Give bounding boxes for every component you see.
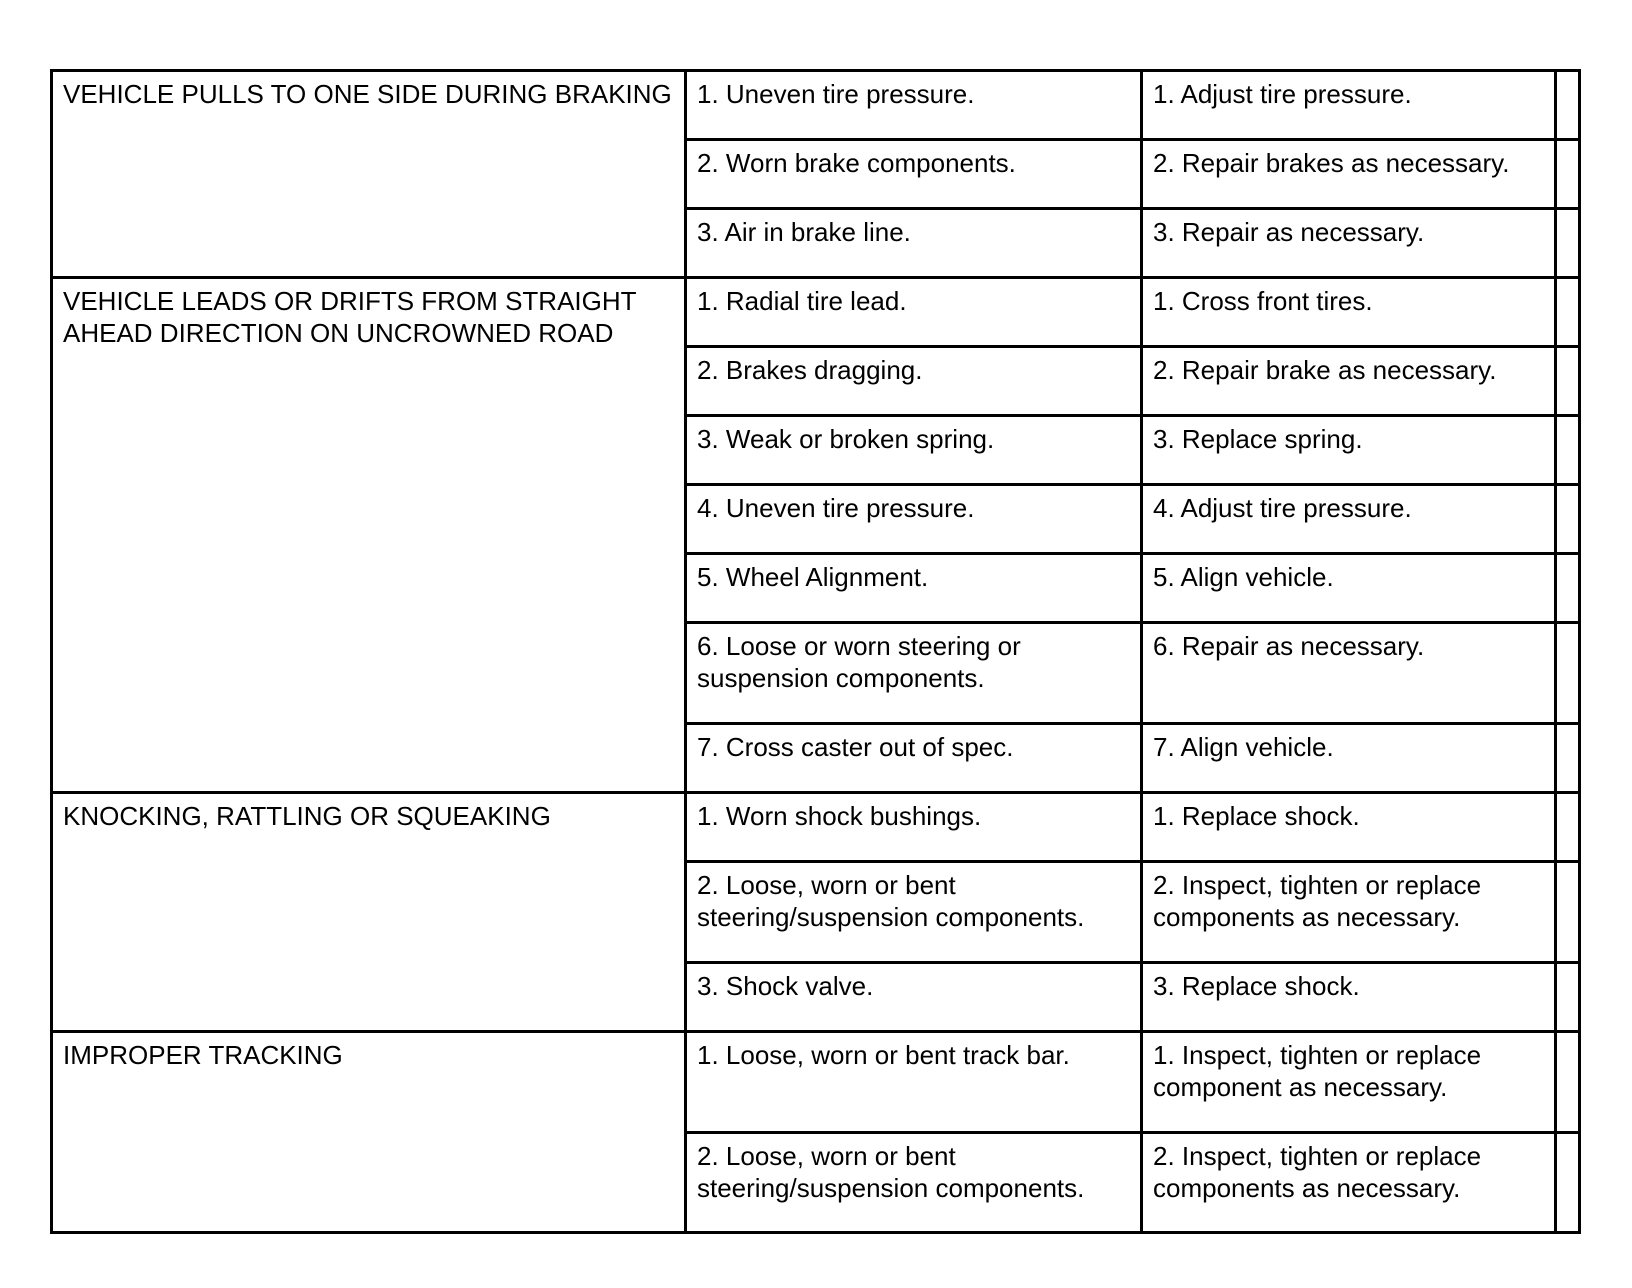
cause-cell: 1. Radial tire lead. xyxy=(686,278,1142,347)
correction-cell: 3. Replace spring. xyxy=(1142,416,1556,485)
correction-cell: 1. Inspect, tighten or replace component as necessary. xyxy=(1142,1032,1556,1133)
cause-cell: 2. Loose, worn or bent steering/suspension components. xyxy=(686,862,1142,963)
correction-cell: 4. Adjust tire pressure. xyxy=(1142,485,1556,554)
table-row xyxy=(52,71,1580,140)
cause-cell: 1. Loose, worn or bent track bar. xyxy=(686,1032,1142,1133)
diagnosis-table-container xyxy=(50,69,1578,1234)
diagnosis-table xyxy=(50,69,1581,1234)
correction-cell: 1. Adjust tire pressure. xyxy=(1142,71,1556,140)
correction-cell: 3. Repair as necessary. xyxy=(1142,209,1556,278)
symptom-cell: VEHICLE LEADS OR DRIFTS FROM STRAIGHT AHEAD DIRECTION ON UNCROWNED ROAD xyxy=(52,278,686,793)
correction-cell: 7. Align vehicle. xyxy=(1142,724,1556,793)
correction-cell: 2. Inspect, tighten or replace components as necessary. xyxy=(1142,862,1556,963)
blank-column-cell xyxy=(1556,416,1580,485)
correction-cell: 6. Repair as necessary. xyxy=(1142,623,1556,724)
blank-column-cell xyxy=(1556,347,1580,416)
symptom-cell: IMPROPER TRACKING xyxy=(52,1032,686,1233)
table-row xyxy=(52,278,1580,347)
blank-column-cell xyxy=(1556,724,1580,793)
blank-column-cell xyxy=(1556,140,1580,209)
blank-column-cell xyxy=(1556,623,1580,724)
correction-cell: 2. Inspect, tighten or replace components as necessary. xyxy=(1142,1133,1556,1233)
correction-cell: 1. Cross front tires. xyxy=(1142,278,1556,347)
correction-cell: 2. Repair brake as necessary. xyxy=(1142,347,1556,416)
cause-cell: 3. Air in brake line. xyxy=(686,209,1142,278)
correction-cell: 1. Replace shock. xyxy=(1142,793,1556,862)
blank-column-cell xyxy=(1556,71,1580,140)
blank-column-cell xyxy=(1556,1032,1580,1133)
correction-cell: 5. Align vehicle. xyxy=(1142,554,1556,623)
table-row xyxy=(52,1032,1580,1133)
cause-cell: 3. Shock valve. xyxy=(686,963,1142,1032)
blank-column-cell xyxy=(1556,793,1580,862)
cause-cell: 5. Wheel Alignment. xyxy=(686,554,1142,623)
blank-column-cell xyxy=(1556,554,1580,623)
blank-column-cell xyxy=(1556,278,1580,347)
correction-cell: 2. Repair brakes as necessary. xyxy=(1142,140,1556,209)
blank-column-cell xyxy=(1556,485,1580,554)
cause-cell: 2. Brakes dragging. xyxy=(686,347,1142,416)
symptom-cell: KNOCKING, RATTLING OR SQUEAKING xyxy=(52,793,686,1032)
cause-cell: 2. Loose, worn or bent steering/suspension components. xyxy=(686,1133,1142,1233)
symptom-cell: VEHICLE PULLS TO ONE SIDE DURING BRAKING xyxy=(52,71,686,278)
cause-cell: 6. Loose or worn steering or suspension components. xyxy=(686,623,1142,724)
cause-cell: 4. Uneven tire pressure. xyxy=(686,485,1142,554)
blank-column-cell xyxy=(1556,1133,1580,1233)
cause-cell: 1. Uneven tire pressure. xyxy=(686,71,1142,140)
blank-column-cell xyxy=(1556,963,1580,1032)
cause-cell: 7. Cross caster out of spec. xyxy=(686,724,1142,793)
blank-column-cell xyxy=(1556,209,1580,278)
cause-cell: 3. Weak or broken spring. xyxy=(686,416,1142,485)
blank-column-cell xyxy=(1556,862,1580,963)
correction-cell: 3. Replace shock. xyxy=(1142,963,1556,1032)
cause-cell: 1. Worn shock bushings. xyxy=(686,793,1142,862)
cause-cell: 2. Worn brake components. xyxy=(686,140,1142,209)
table-row xyxy=(52,793,1580,862)
